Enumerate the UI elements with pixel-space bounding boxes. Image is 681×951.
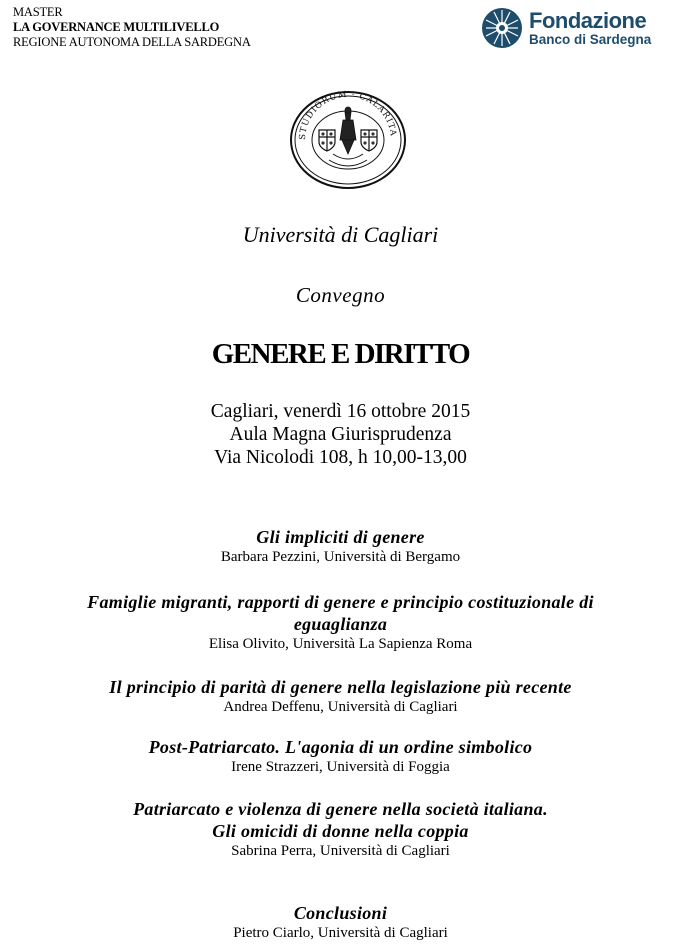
talk-title: Patriarcato e violenza di genere nella società italiana. — [133, 799, 548, 819]
talk-item — [0, 736, 681, 777]
talk-item — [0, 902, 681, 943]
fondazione-emblem-icon — [481, 7, 523, 49]
talk-item — [0, 798, 681, 861]
event-address: Via Nicolodi 108, h 10,00-13,00 — [214, 447, 467, 468]
event-venue: Aula Magna Giurisprudenza — [229, 424, 452, 445]
talk-speaker: Sabrina Perra, Università di Cagliari — [231, 843, 450, 859]
talk-speaker: Elisa Olivito, Università La Sapienza Roma — [208, 636, 473, 652]
talk-item — [0, 676, 681, 717]
talk-speaker: Pietro Ciarlo, Università di Cagliari — [233, 925, 448, 941]
talk-title-continued: Gli omicidi di donne nella coppia — [212, 821, 469, 841]
university-seal-icon — [289, 90, 407, 190]
talk-speaker: Andrea Deffenu, Università di Cagliari — [223, 699, 458, 715]
talk-title: Il principio di parità di genere nella legislazione più recente — [109, 677, 572, 697]
talk-title: Famiglie migranti, rapporti di genere e principio costituzionale di — [87, 592, 594, 612]
talk-title: Conclusioni — [293, 903, 388, 923]
organizer-line-master: MASTER — [13, 5, 63, 19]
talk-item — [0, 591, 681, 654]
talk-title: Gli impliciti di genere — [256, 527, 425, 547]
event-date: Cagliari, venerdì 16 ottobre 2015 — [210, 401, 471, 422]
sponsor-logo — [481, 6, 671, 50]
university-name: Università di Cagliari — [242, 222, 439, 247]
talk-speaker: Irene Strazzeri, Università di Foggia — [231, 759, 450, 775]
talk-title-continued: eguaglianza — [293, 614, 388, 634]
event-details — [0, 400, 681, 469]
event-type: Convegno — [295, 283, 386, 307]
organizer-block — [13, 5, 251, 50]
event-title: GENERE E DIRITTO — [211, 338, 470, 370]
talk-item — [0, 526, 681, 567]
seal-inscription: STUDIORUM · CALARITA — [297, 90, 398, 141]
sponsor-subname: Banco di Sardegna — [529, 31, 652, 47]
organizer-line-program: LA GOVERNANCE MULTILIVELLO — [13, 20, 220, 34]
organizer-line-region: REGIONE AUTONOMA DELLA SARDEGNA — [13, 35, 251, 49]
sponsor-name: Fondazione — [529, 7, 647, 33]
talk-title: Post-Patriarcato. L'agonia di un ordine simbolico — [148, 737, 533, 757]
university-seal — [289, 90, 407, 195]
talk-speaker: Barbara Pezzini, Università di Bergamo — [220, 549, 461, 565]
